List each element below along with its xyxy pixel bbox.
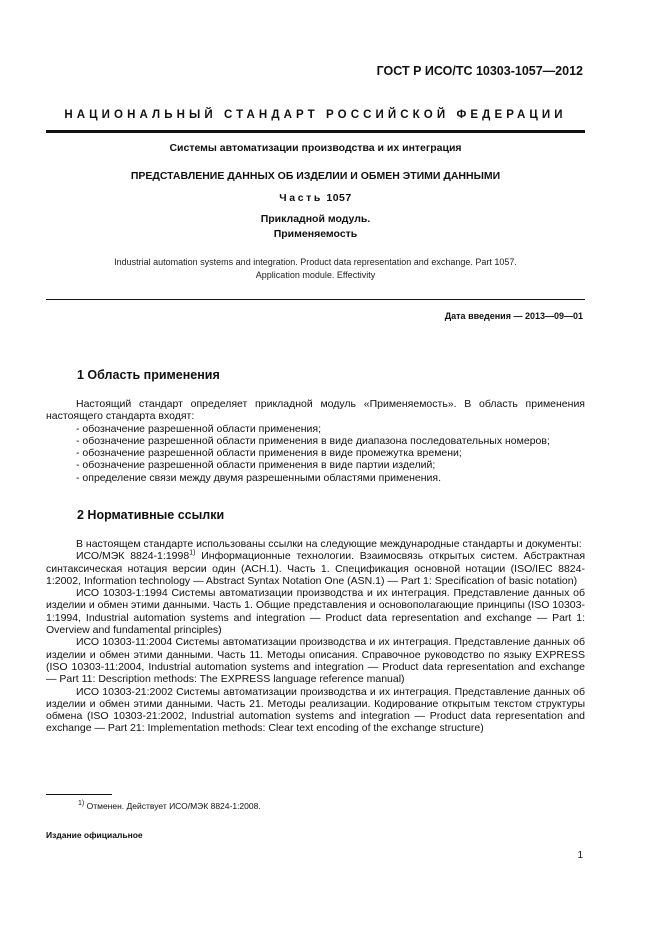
subtitle <box>46 212 585 242</box>
reference-item <box>46 550 585 587</box>
part-word: Часть <box>279 192 323 204</box>
section-2-intro: В настоящем стандарте использованы ссылки на следующие международные стандарты и документы: <box>76 538 582 550</box>
english-title-line-1: Industrial automation systems and integration. Product data representation and exchange. Part 1057. <box>114 257 517 267</box>
subtitle-line-2: Применяемость <box>273 228 358 240</box>
english-title-line-2: Application module. Effectivity <box>255 269 376 280</box>
effective-date: Дата введения — 2013—09—01 <box>444 311 583 321</box>
standard-code: ГОСТ Р ИСО/ТС 10303-1057—2012 <box>376 64 583 78</box>
footnote-marker: 1) <box>78 800 85 808</box>
list-item: - обозначение разрешенной области применения в виде партии изделий; <box>76 459 436 472</box>
footnote-rule <box>46 794 112 795</box>
part-title <box>46 192 585 204</box>
list-item: - обозначение разрешенной области применения; <box>76 422 322 435</box>
section-2-heading: 2 Нормативные ссылки <box>77 508 225 522</box>
header-rule <box>46 130 585 133</box>
main-title: ПРЕДСТАВЛЕНИЕ ДАННЫХ ОБ ИЗДЕЛИИ И ОБМЕН ЭТИМИ ДАННЫМИ <box>130 170 501 182</box>
series-title: Системы автоматизации производства и их интеграция <box>169 142 462 154</box>
reference-text: Информационные технологии. Взаимосвязь открытых систем. Абстрактная синтаксическая нотация версии один (АСН.1). Часть 1. Спецификация основной нотации (ISO/IEC 8824-1:2002, Information technology — Abstract Syntax Notation One (ASN.1) — Part 1: Specification of basic notation) <box>46 550 586 587</box>
reference-item: ИСО 10303-1:1994 Системы автоматизации производства и их интеграция. Представление данных об изделии и обмен этими данными. Часть 1. Общие представления и основополагающие принципы (ISO 10303-1:1994, Industrial automation systems and integration — Product data representation and exchange — Part 1: Overview and fundamental principles) <box>46 587 585 637</box>
section-1-intro: Настоящий стандарт определяет прикладной модуль «Применяемость». В область применения настоящего стандарта входят: <box>46 398 585 423</box>
list-item: - определение связи между двумя разрешенными областями применения. <box>76 471 441 484</box>
reference-item: ИСО 10303-11:2004 Системы автоматизации производства и их интеграция. Представление данных об изделии и обмен этими данными. Часть 11. Методы описания. Справочное руководство по языку EXPRESS (ISO 10303-11:2004, Industrial automation systems and integration — Product data representation and exchange — Part 11: Description methods: The EXPRESS language reference manual) <box>46 636 585 686</box>
official-edition-label: Издание официальное <box>46 830 143 840</box>
reference-item: ИСО 10303-21:2002 Системы автоматизации производства и их интеграция. Представление данных об изделии и обмен этими данными. Часть 21. Методы реализации. Кодирование открытым текстом структуры обмена (ISO 10303-21:2002, Industrial automation systems and integration — Product data representation and exchange — Part 21: Implementation methods: Clear text encoding of the exchange structure) <box>46 685 585 735</box>
footnote-ref: 1) <box>189 549 196 557</box>
list-item: - обозначение разрешенной области применения в виде диапазона последовательных номеров; <box>76 434 550 447</box>
national-standard-banner: НАЦИОНАЛЬНЫЙ СТАНДАРТ РОССИЙСКОЙ ФЕДЕРАЦИИ <box>64 109 567 121</box>
list-item: - обозначение разрешенной области применения в виде промежутка времени; <box>76 447 462 460</box>
section-1-body <box>46 398 585 484</box>
reference-code: ИСО/МЭК 8824-1:1998 <box>76 550 190 563</box>
footnote-text: Отменен. Действует ИСО/МЭК 8824-1:2008. <box>84 801 261 811</box>
title-rule <box>46 299 585 300</box>
section-1-heading: 1 Область применения <box>77 368 220 382</box>
english-title <box>46 256 585 281</box>
subtitle-line-1: Прикладной модуль. <box>260 213 371 225</box>
section-2-body <box>46 538 585 735</box>
page-number: 1 <box>577 850 583 861</box>
footnote <box>78 801 261 811</box>
part-number: 1057 <box>326 192 352 204</box>
